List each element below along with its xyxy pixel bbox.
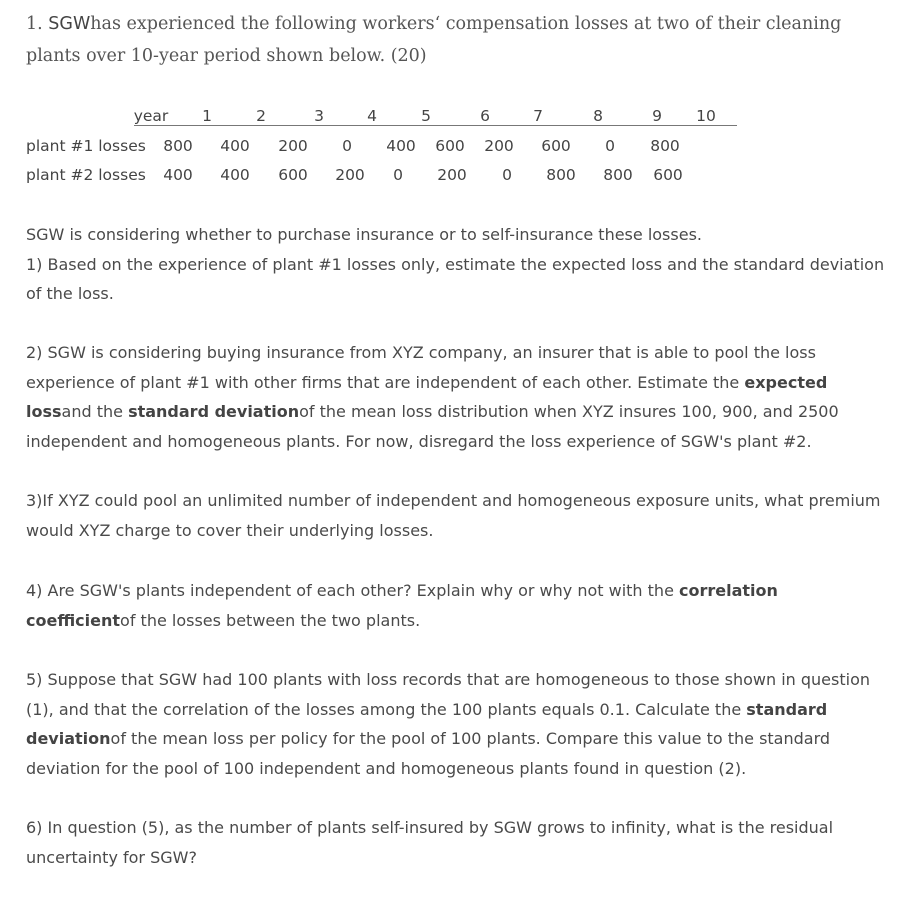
question-2-part: of the mean loss distribution when XYZ insures 100, 900, and 2500 independent and homogeneous plants. For now, disregard the loss experience of SGW's plant #2. <box>26 402 839 451</box>
header-underline <box>134 125 737 126</box>
row-label-plant2: plant #2 losses <box>26 166 146 184</box>
plant1-loss-cell: 800 <box>650 137 680 155</box>
year-cell: 8 <box>593 107 603 125</box>
year-cell: 9 <box>652 107 662 125</box>
year-cell: 5 <box>421 107 431 125</box>
question-number: 1. <box>26 14 43 34</box>
plant1-loss-cell: 600 <box>541 137 571 155</box>
year-cell: 6 <box>480 107 490 125</box>
question-5-emphasis: standard deviation <box>26 699 828 749</box>
plant1-loss-cell: 400 <box>386 137 416 155</box>
question-2-emphasis: expected loss <box>26 372 828 422</box>
question-4-text <box>26 576 892 635</box>
question-2-emphasis: standard deviation <box>128 402 300 422</box>
plant2-loss-cell: 200 <box>335 166 365 184</box>
plant2-loss-cell: 200 <box>437 166 467 184</box>
plant2-loss-cell: 0 <box>393 166 403 184</box>
plant2-loss-cell: 400 <box>163 166 193 184</box>
plant1-loss-cell: 600 <box>435 137 465 155</box>
question-5-part: of the mean loss per policy for the pool of 100 plants. Compare this value to the standard deviation for the pool of 100 independent and homogeneous plants found in question (2). <box>26 729 831 778</box>
plant2-loss-cell: 600 <box>653 166 683 184</box>
year-header: year <box>133 107 169 125</box>
year-cell: 1 <box>202 107 212 125</box>
plant2-loss-cell: 0 <box>502 166 512 184</box>
question-title-text: has experienced the following workers‘ compensation losses at two of their cleaning plants over 10-year period shown below. (20) <box>26 14 842 66</box>
intro-text: SGW is considering whether to purchase insurance or to self-insurance these losses. <box>26 225 702 244</box>
year-cell: 4 <box>367 107 377 125</box>
question-2-part: 2) SGW is considering buying insurance from XYZ company, an insurer that is able to pool the loss experience of plant #1 with other firms that are independent of each other. Estimate the <box>26 343 816 392</box>
year-cell: 3 <box>314 107 324 125</box>
year-cell: 2 <box>256 107 266 125</box>
year-cell: 10 <box>696 107 716 125</box>
question-6-text: 6) In question (5), as the number of plants self-insured by SGW grows to infinity, what is the residual uncertainty for SGW? <box>26 818 834 867</box>
loss-table <box>26 102 746 192</box>
plant2-loss-cell: 400 <box>220 166 250 184</box>
question-title <box>26 8 892 72</box>
year-cell: 7 <box>533 107 543 125</box>
row-label-plant1: plant #1 losses <box>26 137 146 155</box>
question-4-emphasis: correlation coefficient <box>26 581 778 630</box>
plant1-loss-cell: 200 <box>278 137 308 155</box>
plant2-loss-cell: 800 <box>603 166 633 184</box>
question-header <box>26 8 892 72</box>
plant2-loss-cell: 800 <box>546 166 576 184</box>
question-1-text: 1) Based on the experience of plant #1 losses only, estimate the expected loss and the standard deviation of the loss. <box>26 254 885 304</box>
plant1-loss-cell: 200 <box>484 137 514 155</box>
question-2-text <box>26 338 892 456</box>
question-5-text <box>26 665 892 783</box>
plant1-loss-cell: 400 <box>220 137 250 155</box>
question-4-part: 4) Are SGW's plants independent of each other? Explain why or why not with the <box>26 581 679 600</box>
plant2-loss-cell: 600 <box>278 166 308 184</box>
intro-and-question-1 <box>26 220 892 309</box>
question-3-text: 3)If XYZ could pool an unlimited number of independent and homogeneous exposure units, what premium would XYZ charge to cover their underlying losses. <box>26 491 881 540</box>
question-5-part: 5) Suppose that SGW had 100 plants with loss records that are homogeneous to those shown in question (1), and that the correlation of the losses among the 100 plants equals 0.1. Calculate the <box>26 670 870 719</box>
plant1-loss-cell: 800 <box>163 137 193 155</box>
plant1-loss-cell: 0 <box>342 137 352 155</box>
question-2-part: and the <box>61 402 129 422</box>
plant1-loss-cell: 0 <box>605 137 615 155</box>
company-name: SGW <box>48 14 91 34</box>
question-4-part: of the losses between the two plants. <box>120 610 421 630</box>
